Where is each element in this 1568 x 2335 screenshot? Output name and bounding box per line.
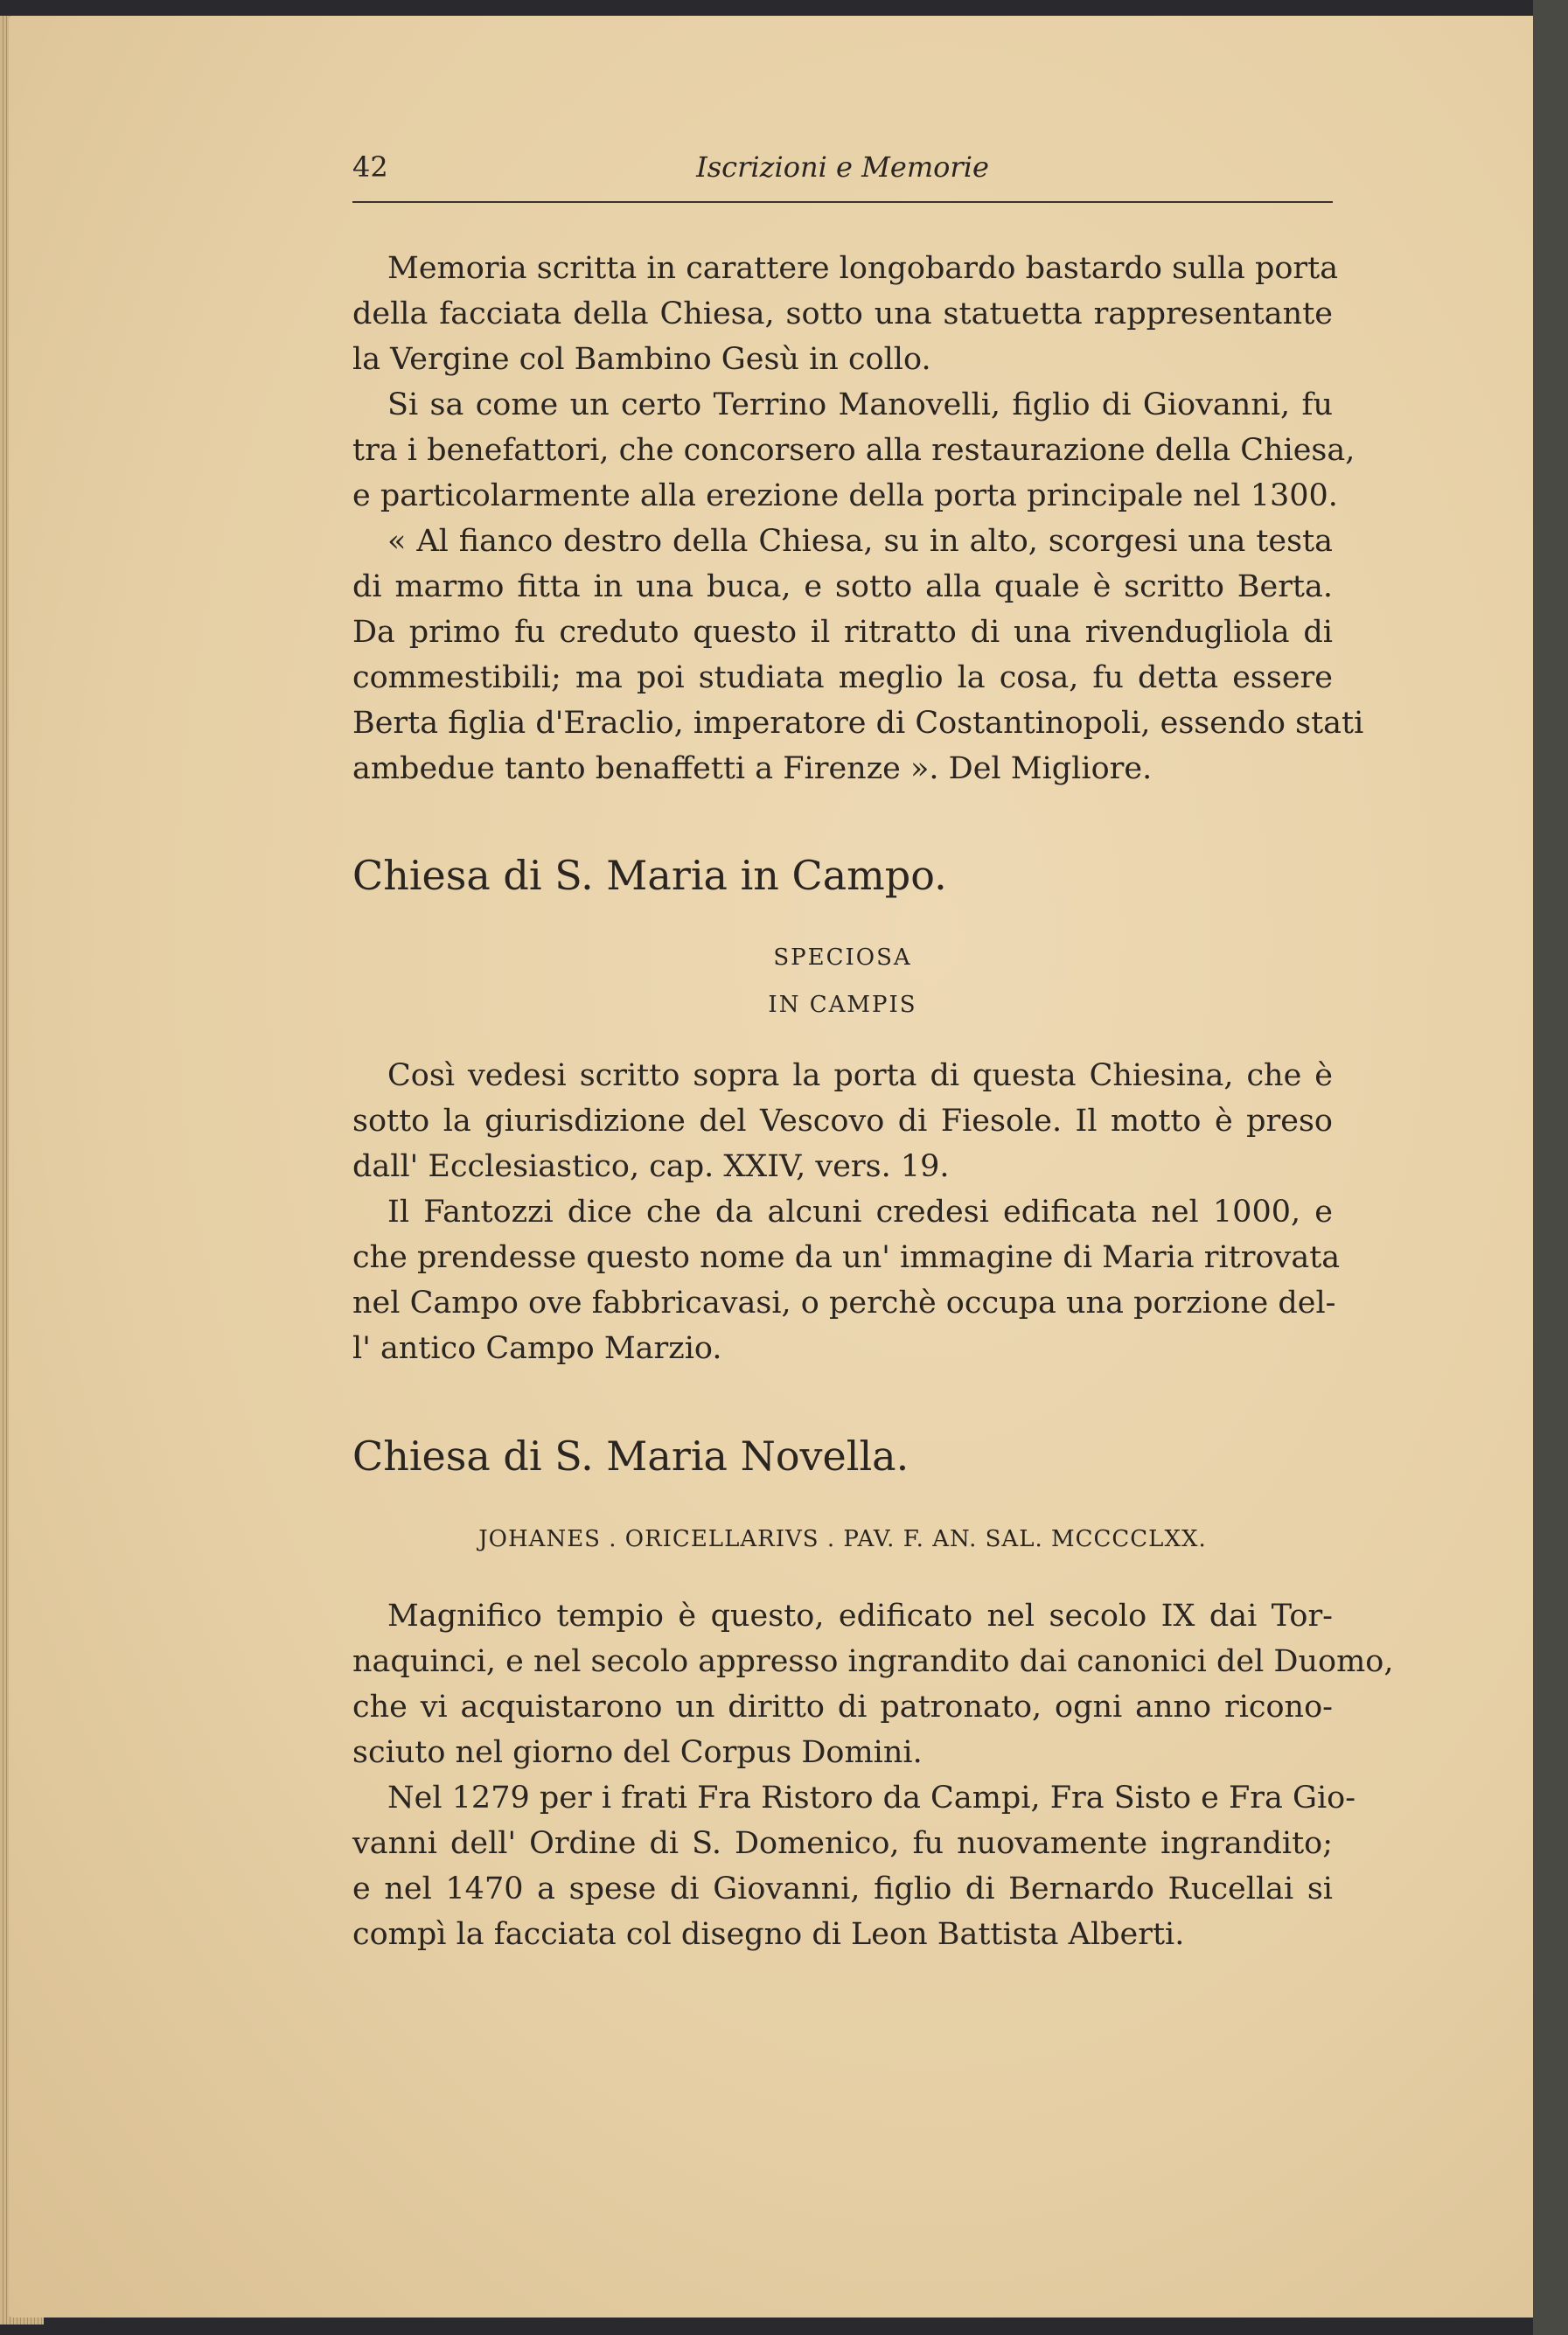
text-line: Memoria scritta in carattere longobardo bastardo sulla porta xyxy=(387,251,1339,286)
text-line: sciuto nel giorno del Corpus Domini. xyxy=(352,1735,923,1770)
running-title: Iscrizioni e Memorie xyxy=(696,150,989,184)
text-line: Si sa come un certo Terrino Manovelli, figlio di Giovanni, fu xyxy=(387,387,1333,422)
text-line: che prendesse questo nome da un' immagine di Maria ritrovata xyxy=(352,1240,1341,1275)
inscription-line: IN CAMPIS xyxy=(768,992,917,1018)
inscription-line: SPECIOSA xyxy=(773,944,912,971)
text-line: Così vedesi scritto sopra la porta di questa Chiesina, che è xyxy=(387,1058,1333,1093)
text-line: Magnifico tempio è questo, edificato nel secolo IX dai Tor- xyxy=(387,1599,1333,1634)
text-line: Nel 1279 per i frati Fra Ristoro da Campi, Fra Sisto e Fra Gio- xyxy=(387,1781,1356,1816)
text-line: « Al fianco destro della Chiesa, su in alto, scorgesi una testa xyxy=(387,524,1333,559)
text-line: compì la facciata col disegno di Leon Battista Alberti. xyxy=(352,1917,1185,1952)
section-intro xyxy=(352,246,1364,791)
text-line: commestibili; ma poi studiata meglio la cosa, fu detta essere xyxy=(352,660,1333,695)
text-line: la Vergine col Bambino Gesù in collo. xyxy=(352,342,931,377)
text-line: nel Campo ove fabbricavasi, o perchè occupa una porzione del- xyxy=(352,1286,1336,1321)
text-line: e nel 1470 a spese di Giovanni, figlio di Bernardo Rucellai si xyxy=(352,1871,1333,1906)
text-line: tra i benefattori, che concorsero alla restaurazione della Chiesa, xyxy=(352,433,1355,468)
inscription-line: JOHANES . ORICELLARIVS . PAV. F. AN. SAL. MCCCCLXX. xyxy=(478,1526,1207,1552)
heading-santa-maria-novella: Chiesa di S. Maria Novella. xyxy=(352,1432,909,1480)
text-line: e particolarmente alla erezione della porta principale nel 1300. xyxy=(352,478,1338,513)
text-line: della facciata della Chiesa, sotto una statuetta rappresentante xyxy=(352,296,1333,331)
text-line: Berta figlia d'Eraclio, imperatore di Costantinopoli, essendo stati xyxy=(352,706,1364,741)
header-rule xyxy=(352,201,1333,203)
running-header xyxy=(352,150,1333,191)
text-line: naquinci, e nel secolo appresso ingrandito dai canonici del Duomo, xyxy=(352,1644,1394,1679)
text-line: di marmo fitta in una buca, e sotto alla quale è scritto Berta. xyxy=(352,569,1333,604)
section-santa-maria-novella xyxy=(352,1593,1394,1957)
text-line: Il Fantozzi dice che da alcuni credesi edificata nel 1000, e xyxy=(387,1195,1333,1230)
text-line: sotto la giurisdizione del Vescovo di Fiesole. Il motto è preso xyxy=(352,1104,1333,1139)
heading-santa-maria-in-campo: Chiesa di S. Maria in Campo. xyxy=(352,852,947,899)
book-cover-edge xyxy=(1533,0,1568,2335)
text-line: l' antico Campo Marzio. xyxy=(352,1331,722,1366)
text-line: dall' Ecclesiastico, cap. XXIV, vers. 19. xyxy=(352,1149,950,1184)
text-line: vanni dell' Ordine di S. Domenico, fu nuovamente ingrandito; xyxy=(352,1826,1333,1861)
page-number: 42 xyxy=(352,150,388,184)
section-santa-maria-in-campo xyxy=(352,1053,1341,1371)
text-line: Da primo fu creduto questo il ritratto di una rivendugliola di xyxy=(352,615,1333,650)
text-line: che vi acquistarono un diritto di patronato, ogni anno ricono- xyxy=(352,1690,1333,1725)
text-line: ambedue tanto benaffetti a Firenze ». Del Migliore. xyxy=(352,751,1153,786)
